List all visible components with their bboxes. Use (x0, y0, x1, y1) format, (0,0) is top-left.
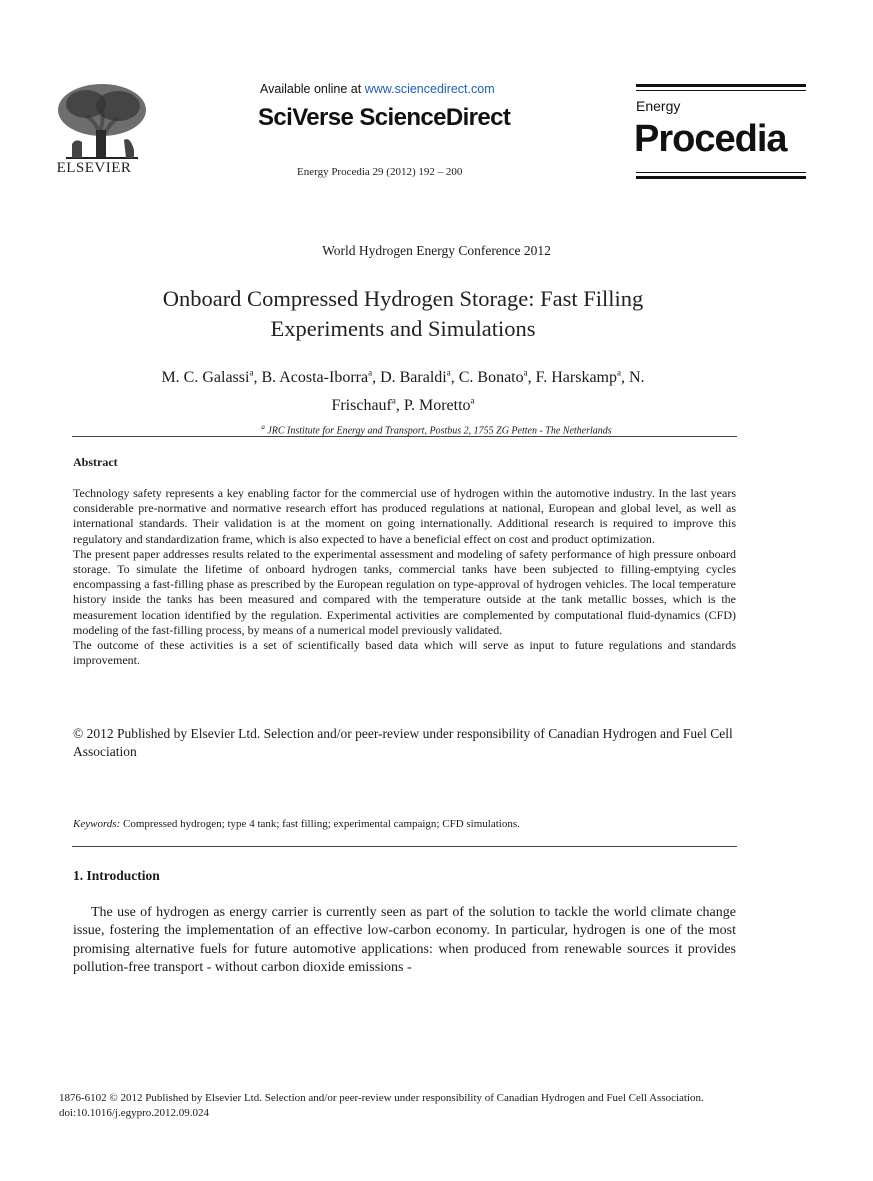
footer-doi: doi:10.1016/j.egypro.2012.09.024 (59, 1107, 210, 1119)
author-list (70, 362, 736, 417)
journal-reference: Energy Procedia 29 (2012) 192 – 200 (297, 166, 463, 178)
section-heading: 1. Introduction (73, 868, 160, 883)
abstract-heading: Abstract (73, 455, 118, 469)
logo-rule (636, 90, 806, 91)
affiliation (0, 423, 873, 436)
author-affiliation-mark: a (470, 395, 475, 406)
divider (72, 846, 737, 847)
logo-rule (636, 172, 806, 173)
affiliation-mark: a (261, 423, 265, 431)
available-prefix: Available online at (260, 82, 365, 96)
title-line: Onboard Compressed Hydrogen Storage: Fast Filling (162, 286, 644, 311)
author (261, 369, 380, 386)
author-separator: , (450, 369, 459, 387)
author-affiliation-mark: a (617, 368, 621, 378)
author (331, 397, 403, 414)
body-paragraph: The use of hydrogen as energy carrier is currently seen as part of the solution to tackle the world climate change issue, fostering the implementation of an effective low-carbon economy. In particular, hydrogen is one of the most promising alternative fuels for future automotive applications: when produced from renewable sources it provides pollution-free transport - without carbon dioxide emissions - (73, 905, 736, 976)
author (404, 397, 475, 414)
logo-rule (636, 176, 806, 179)
author-name: D. Baraldi (380, 369, 447, 387)
author-name: C. Bonato (458, 369, 524, 387)
author-separator: , (253, 369, 262, 387)
author-affiliation-mark: a (391, 395, 396, 406)
available-online (260, 82, 495, 96)
keywords (73, 818, 520, 830)
paper-title (60, 284, 746, 344)
author-affiliation-mark: a (523, 368, 528, 378)
tree-icon (46, 80, 158, 162)
author-separator: , (395, 396, 404, 414)
publisher-name: ELSEVIER (56, 160, 132, 176)
author-affiliation-mark: a (446, 368, 451, 378)
sciverse-title: SciVerse ScienceDirect (258, 104, 511, 131)
copyright-notice: © 2012 Published by Elsevier Ltd. Selection and/or peer-review under responsibility of Canadian Hydrogen and Fuel Cell Association (73, 726, 733, 759)
abstract-paragraph: The present paper addresses results related to the experimental assessment and modeling of safety performance of high pressure onboard storage. To simulate the lifetime of onboard hydrogen tanks, commercial tanks have been subjected to filling-emptying cycles encompassing a fast-filling phase as prescribed by the European regulation on type-approval of hydrogen vehicles. The local temperature history inside the tanks has been measured and compared with the temperature outside at the tank metallic bosses, which is the measurement location identified by the regulation. Experimental activities are complemented by computational fluid-dynamics (CFD) modeling of the fast-filling process, by means of a numerical model previously validated. (73, 546, 736, 637)
affiliation-text: JRC Institute for Energy and Transport, Postbus 2, 1755 ZG Petten - The Netherlands (264, 425, 612, 437)
sciencedirect-link[interactable]: www.sciencedirect.com (364, 82, 495, 96)
author-affiliation-mark: a (368, 368, 373, 378)
journal-small: Energy (636, 98, 681, 114)
abstract-body (73, 486, 736, 668)
divider (72, 436, 737, 437)
abstract-paragraph: Technology safety represents a key enabling factor for the commercial use of hydrogen within the automotive industry. In the last years considerable pre-normative and normative research effort has produced regulations at national, European and global level, as well as international standards. Their validation is at the moment on going internationally. Additional research is required to improve this regulatory and standardization frame, which is also expected to have a beneficial effect on cost and product optimization. (73, 486, 736, 546)
introduction-body (73, 904, 736, 978)
journal-large: Procedia (634, 118, 787, 160)
author (536, 369, 645, 386)
author-name: B. Acosta-Iborra (261, 369, 369, 387)
title-line: Experiments and Simulations (270, 316, 536, 341)
logo-rule (636, 84, 806, 87)
author-name: P. Moretto (403, 396, 471, 414)
footer-issn: 1876-6102 © 2012 Published by Elsevier Ltd. Selection and/or peer-review under responsibility of Canadian Hydrogen and Fuel Cell Association. (59, 1092, 704, 1104)
author (161, 369, 261, 386)
author-affiliation-mark: a (249, 368, 254, 378)
author-separator: , (527, 369, 536, 387)
author-name: M. C. Galassi (161, 369, 250, 387)
keywords-text: Compressed hydrogen; type 4 tank; fast filling; experimental campaign; CFD simulations. (120, 818, 520, 830)
author-separator: , N. (621, 369, 645, 387)
author-separator: , (372, 369, 381, 387)
energy-procedia-logo (636, 84, 806, 179)
author-name: F. Harskamp (535, 369, 617, 387)
abstract-paragraph: The outcome of these activities is a set of scientifically based data which will serve as input to future regulations and standards improvement. (73, 638, 736, 668)
keywords-label: Keywords: (73, 818, 121, 830)
author (380, 369, 459, 386)
author (459, 369, 536, 386)
conference-name: World Hydrogen Energy Conference 2012 (322, 243, 551, 258)
author-name: Frischauf (331, 396, 392, 414)
